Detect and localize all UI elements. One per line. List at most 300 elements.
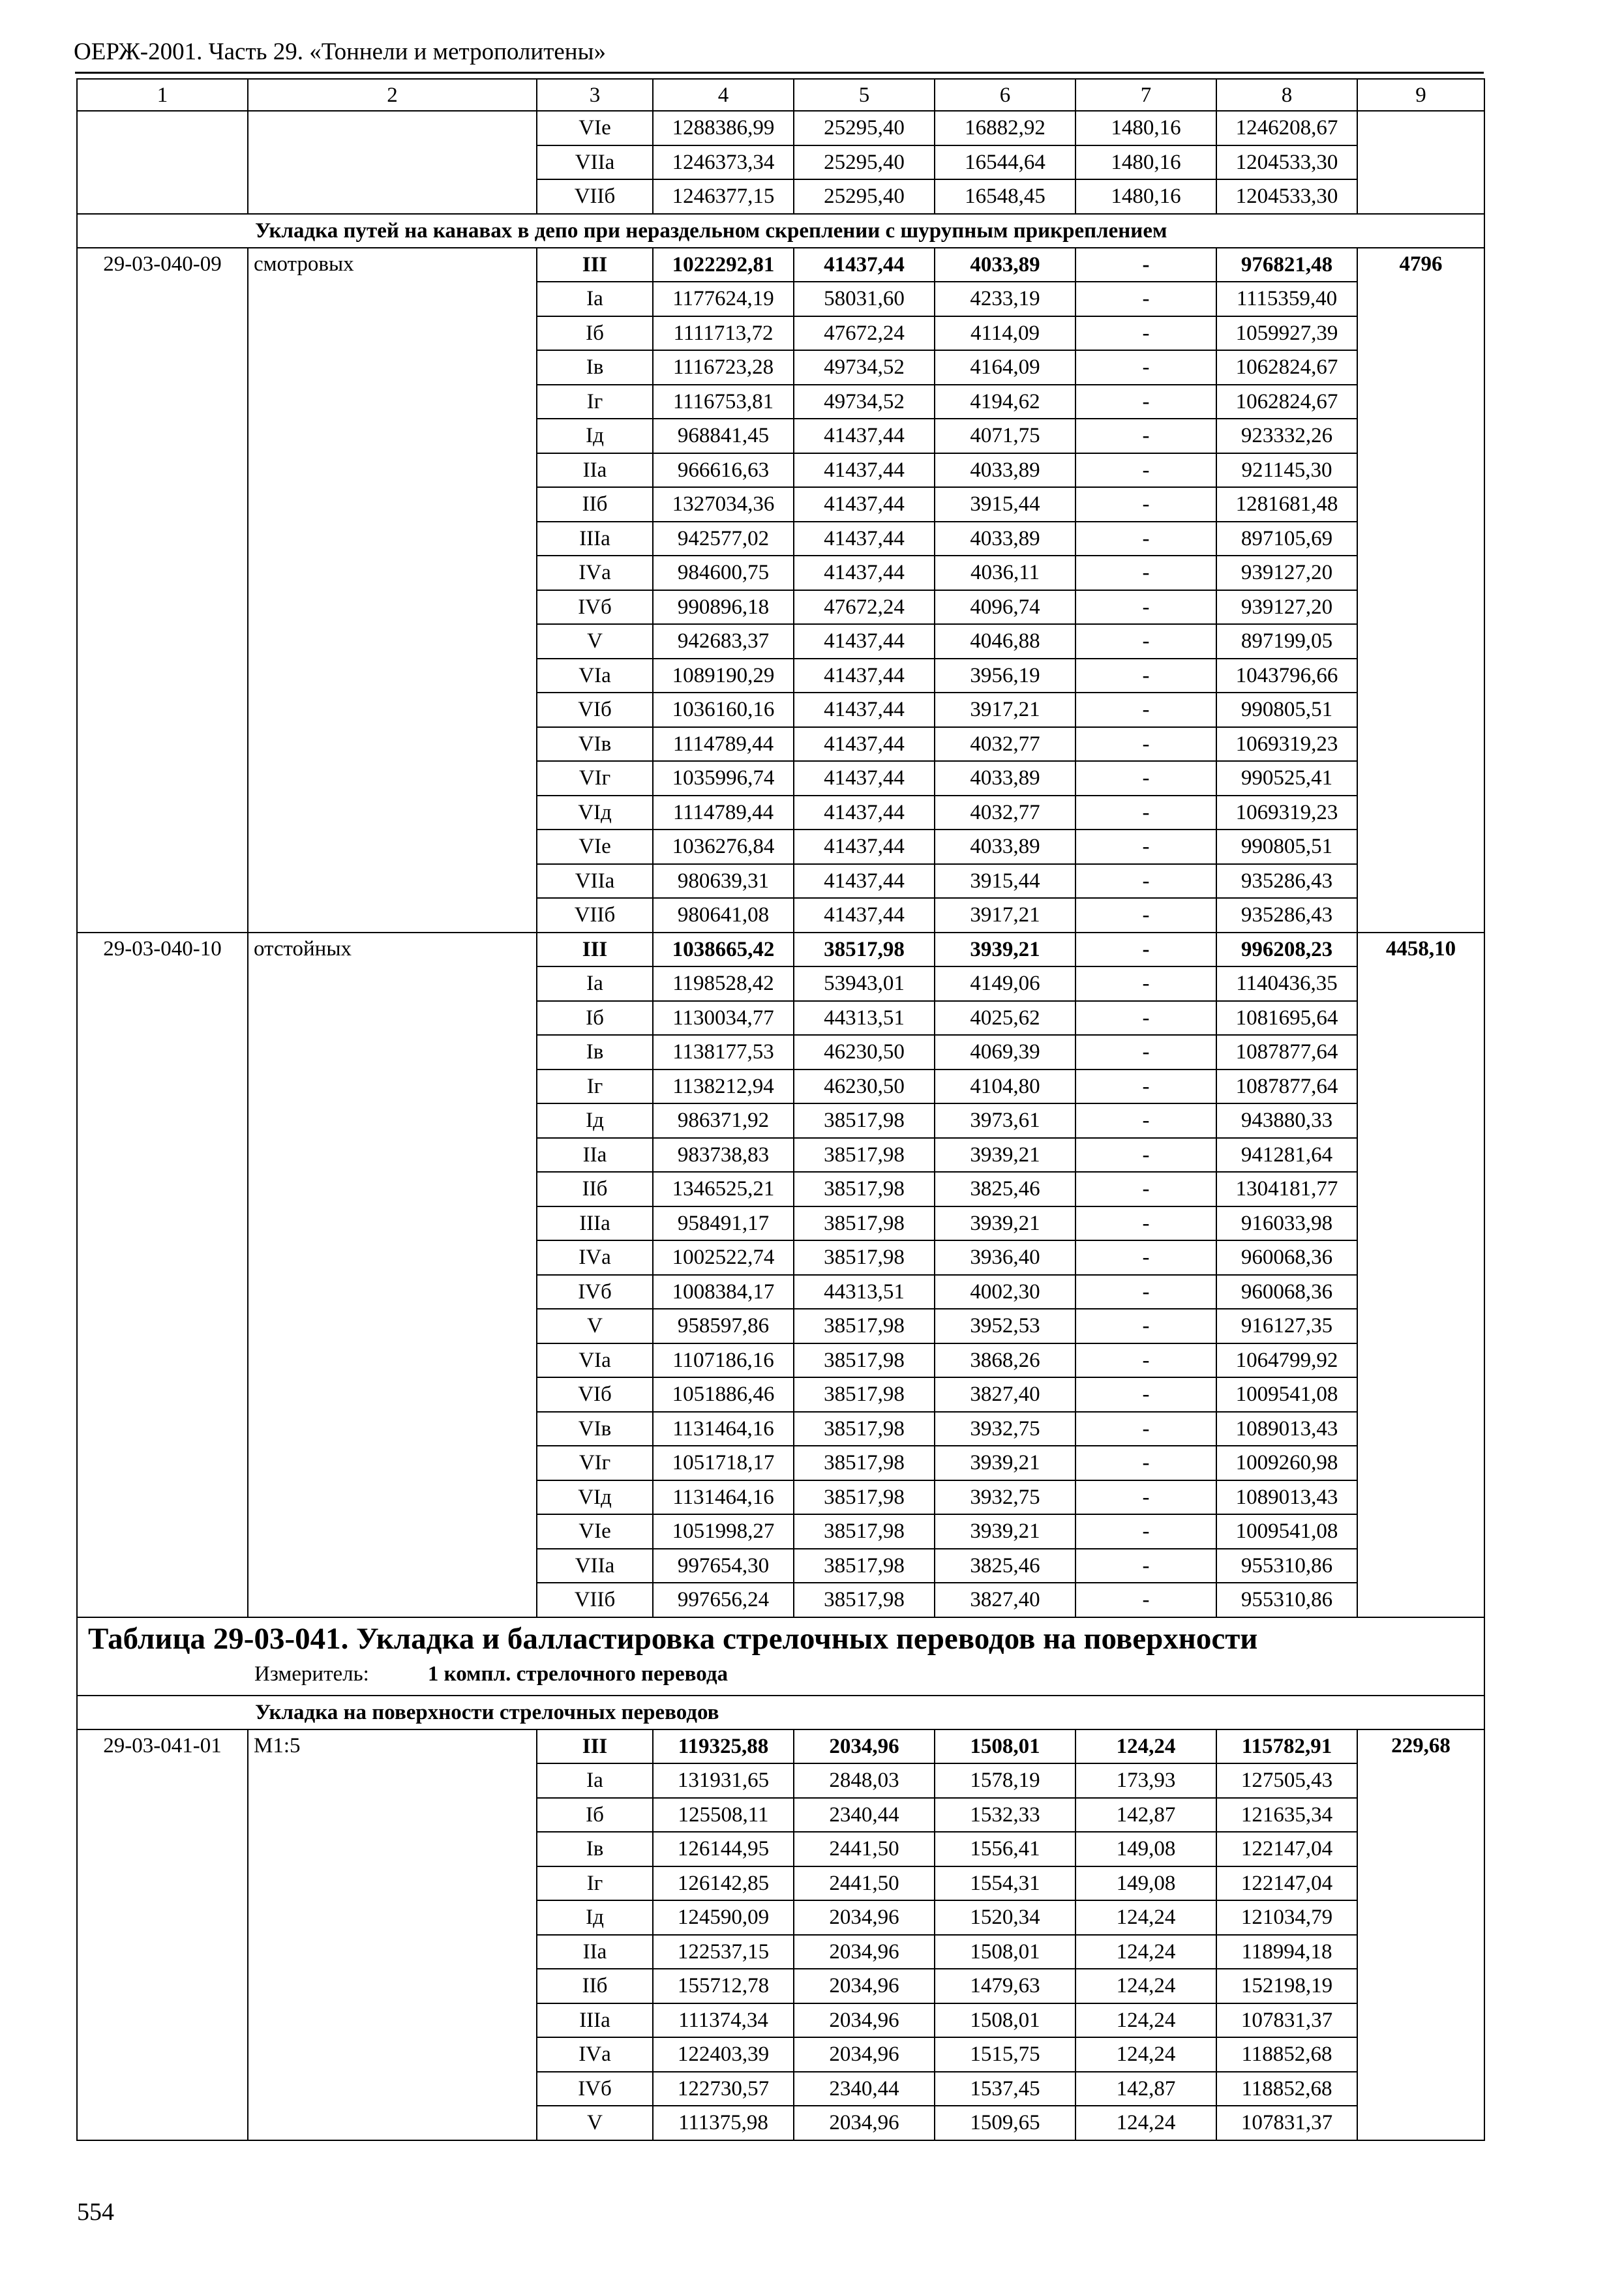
wages-cell: 38517,98 <box>794 1514 935 1549</box>
placement-cell: VIIа <box>537 864 653 899</box>
materials-cell: 121034,79 <box>1216 1900 1357 1935</box>
name-cell <box>248 727 537 762</box>
unit-cost-cell <box>1357 966 1484 1001</box>
name-cell <box>248 1309 537 1343</box>
table-row <box>77 1446 1484 1480</box>
materials-cell: 1064799,92 <box>1216 1343 1357 1378</box>
code-cell <box>77 1412 248 1446</box>
machinist-wages-cell: - <box>1075 487 1216 522</box>
wages-cell: 49734,52 <box>794 350 935 385</box>
meter-row <box>88 1660 1477 1688</box>
machinist-wages-cell: 1480,16 <box>1075 111 1216 145</box>
unit-cost-cell <box>1357 1900 1484 1935</box>
wages-cell: 2441,50 <box>794 1866 935 1901</box>
total-cost-cell: 1288386,99 <box>653 111 794 145</box>
name-cell <box>248 1172 537 1206</box>
unit-cost-cell <box>1357 1070 1484 1104</box>
table-row <box>77 1969 1484 2003</box>
materials-cell: 1009541,08 <box>1216 1514 1357 1549</box>
name-cell <box>248 796 537 830</box>
materials-cell: 1009260,98 <box>1216 1446 1357 1480</box>
machinist-wages-cell: - <box>1075 830 1216 864</box>
machines-cell: 1515,75 <box>935 2037 1075 2072</box>
total-cost-cell: 1036276,84 <box>653 830 794 864</box>
total-cost-cell: 1138212,94 <box>653 1070 794 1104</box>
wages-cell: 38517,98 <box>794 1309 935 1343</box>
machinist-wages-cell: - <box>1075 1309 1216 1343</box>
total-cost-cell: 1089190,29 <box>653 659 794 693</box>
total-cost-cell: 984600,75 <box>653 556 794 590</box>
machinist-wages-cell: - <box>1075 1206 1216 1241</box>
table-row <box>77 1763 1484 1798</box>
materials-cell: 122147,04 <box>1216 1866 1357 1901</box>
machines-cell: 3827,40 <box>935 1583 1075 1617</box>
machinist-wages-cell: - <box>1075 1583 1216 1617</box>
code-cell <box>77 179 248 214</box>
unit-cost-cell <box>1357 864 1484 899</box>
total-cost-cell: 942683,37 <box>653 624 794 659</box>
code-cell <box>77 316 248 351</box>
placement-cell: VIе <box>537 830 653 864</box>
wages-cell: 41437,44 <box>794 248 935 282</box>
wages-cell: 25295,40 <box>794 145 935 180</box>
machines-cell: 3939,21 <box>935 1514 1075 1549</box>
materials-cell: 127505,43 <box>1216 1763 1357 1798</box>
code-cell <box>77 419 248 453</box>
machines-cell: 1578,19 <box>935 1763 1075 1798</box>
wages-cell: 2848,03 <box>794 1763 935 1798</box>
name-cell <box>248 1935 537 1969</box>
column-number-6: 6 <box>935 79 1075 111</box>
code-cell <box>77 2106 248 2140</box>
machinist-wages-cell: - <box>1075 1377 1216 1412</box>
name-cell <box>248 1103 537 1138</box>
code-cell <box>77 453 248 488</box>
machinist-wages-cell: - <box>1075 693 1216 727</box>
table-row <box>77 966 1484 1001</box>
machinist-wages-cell: - <box>1075 522 1216 556</box>
name-cell <box>248 282 537 316</box>
total-cost-cell: 124590,09 <box>653 1900 794 1935</box>
code-cell <box>77 1935 248 1969</box>
wages-cell: 47672,24 <box>794 590 935 625</box>
machines-cell: 1508,01 <box>935 2003 1075 2038</box>
code-cell <box>77 1514 248 1549</box>
unit-cost-cell <box>1357 1412 1484 1446</box>
placement-cell: Iг <box>537 1070 653 1104</box>
unit-cost-cell <box>1357 727 1484 762</box>
table-row <box>77 419 1484 453</box>
unit-cost-cell <box>1357 659 1484 693</box>
unit-cost-cell <box>1357 1035 1484 1070</box>
code-cell <box>77 1070 248 1104</box>
placement-cell: IIIа <box>537 1206 653 1241</box>
name-cell <box>248 1412 537 1446</box>
total-cost-cell: 1035996,74 <box>653 761 794 796</box>
code-cell <box>77 1549 248 1583</box>
machines-cell: 3868,26 <box>935 1343 1075 1378</box>
unit-cost-cell <box>1357 556 1484 590</box>
name-cell <box>248 1206 537 1241</box>
machinist-wages-cell: - <box>1075 556 1216 590</box>
machinist-wages-cell: - <box>1075 453 1216 488</box>
code-cell <box>77 1446 248 1480</box>
table-row <box>77 1412 1484 1446</box>
machines-cell: 4149,06 <box>935 966 1075 1001</box>
name-cell <box>248 761 537 796</box>
machinist-wages-cell: 1480,16 <box>1075 145 1216 180</box>
wages-cell: 41437,44 <box>794 796 935 830</box>
wages-cell: 41437,44 <box>794 727 935 762</box>
code-cell <box>77 1035 248 1070</box>
placement-cell: Iд <box>537 419 653 453</box>
placement-cell: Iб <box>537 1798 653 1833</box>
unit-cost-cell <box>1357 1866 1484 1901</box>
machinist-wages-cell: - <box>1075 966 1216 1001</box>
unit-cost-cell: 4458,10 <box>1357 933 1484 967</box>
unit-cost-cell <box>1357 1969 1484 2003</box>
unit-cost-cell <box>1357 522 1484 556</box>
unit-cost-cell <box>1357 796 1484 830</box>
table-row <box>77 2072 1484 2106</box>
unit-cost-cell <box>1357 487 1484 522</box>
placement-cell: Iа <box>537 966 653 1001</box>
table-row <box>77 1001 1484 1036</box>
machinist-wages-cell: 142,87 <box>1075 2072 1216 2106</box>
unit-cost-cell <box>1357 179 1484 214</box>
meter-value: 1 компл. стрелочного перевода <box>427 1662 729 1686</box>
code-cell <box>77 590 248 625</box>
unit-cost-cell <box>1357 1763 1484 1798</box>
machinist-wages-cell: - <box>1075 933 1216 967</box>
column-number-8: 8 <box>1216 79 1357 111</box>
wages-cell: 2034,96 <box>794 1729 935 1764</box>
materials-cell: 107831,37 <box>1216 2003 1357 2038</box>
table-row <box>77 1832 1484 1866</box>
placement-cell: VIIб <box>537 1583 653 1617</box>
code-cell <box>77 1866 248 1901</box>
placement-cell: IIIа <box>537 2003 653 2038</box>
placement-cell: Iв <box>537 350 653 385</box>
materials-cell: 1009541,08 <box>1216 1377 1357 1412</box>
wages-cell: 2340,44 <box>794 1798 935 1833</box>
unit-cost-cell <box>1357 1583 1484 1617</box>
table-row <box>77 898 1484 933</box>
unit-cost-cell: 229,68 <box>1357 1729 1484 1764</box>
materials-cell: 1281681,48 <box>1216 487 1357 522</box>
code-cell <box>77 1138 248 1173</box>
machinist-wages-cell: - <box>1075 1343 1216 1378</box>
code-cell <box>77 1343 248 1378</box>
total-cost-cell: 983738,83 <box>653 1138 794 1173</box>
table-row <box>77 2003 1484 2038</box>
unit-cost-cell <box>1357 1309 1484 1343</box>
total-cost-cell: 111374,34 <box>653 2003 794 2038</box>
machines-cell: 3825,46 <box>935 1549 1075 1583</box>
code-cell <box>77 1275 248 1309</box>
placement-cell: IIа <box>537 1138 653 1173</box>
machinist-wages-cell: 149,08 <box>1075 1832 1216 1866</box>
total-cost-cell: 131931,65 <box>653 1763 794 1798</box>
total-cost-cell: 126142,85 <box>653 1866 794 1901</box>
name-cell <box>248 2037 537 2072</box>
unit-cost-cell <box>1357 2037 1484 2072</box>
total-cost-cell: 1038665,42 <box>653 933 794 967</box>
machinist-wages-cell: 124,24 <box>1075 1969 1216 2003</box>
unit-cost-cell <box>1357 1377 1484 1412</box>
machines-cell: 3939,21 <box>935 1138 1075 1173</box>
machines-cell: 16544,64 <box>935 145 1075 180</box>
placement-cell: VIд <box>537 796 653 830</box>
placement-cell: IIб <box>537 1172 653 1206</box>
machines-cell: 4071,75 <box>935 419 1075 453</box>
table-row <box>77 1309 1484 1343</box>
table-row <box>77 1935 1484 1969</box>
machines-cell: 3917,21 <box>935 693 1075 727</box>
code-cell <box>77 522 248 556</box>
code-cell <box>77 1583 248 1617</box>
materials-cell: 1081695,64 <box>1216 1001 1357 1036</box>
name-cell <box>248 1583 537 1617</box>
table-row <box>77 1138 1484 1173</box>
materials-cell: 1246208,67 <box>1216 111 1357 145</box>
placement-cell: Iб <box>537 316 653 351</box>
name-cell <box>248 111 537 145</box>
wages-cell: 41437,44 <box>794 864 935 899</box>
total-cost-cell: 122730,57 <box>653 2072 794 2106</box>
wages-cell: 41437,44 <box>794 487 935 522</box>
table-row <box>77 487 1484 522</box>
machines-cell: 3915,44 <box>935 487 1075 522</box>
machinist-wages-cell: - <box>1075 1103 1216 1138</box>
name-cell <box>248 693 537 727</box>
placement-cell: VIIб <box>537 898 653 933</box>
code-cell: 29-03-040-10 <box>77 933 248 967</box>
name-cell <box>248 590 537 625</box>
name-cell <box>248 1343 537 1378</box>
placement-cell: Iг <box>537 385 653 419</box>
unit-cost-cell <box>1357 1138 1484 1173</box>
name-cell: М1:5 <box>248 1729 537 1764</box>
code-cell <box>77 2003 248 2038</box>
rates-table-body <box>77 79 1484 2140</box>
wages-cell: 38517,98 <box>794 1138 935 1173</box>
machinist-wages-cell: - <box>1075 1412 1216 1446</box>
total-cost-cell: 1246377,15 <box>653 179 794 214</box>
wages-cell: 38517,98 <box>794 1377 935 1412</box>
materials-cell: 935286,43 <box>1216 864 1357 899</box>
table-row <box>77 1480 1484 1515</box>
wages-cell: 2441,50 <box>794 1832 935 1866</box>
machinist-wages-cell: - <box>1075 282 1216 316</box>
total-cost-cell: 1114789,44 <box>653 796 794 830</box>
code-cell <box>77 1969 248 2003</box>
machines-cell: 4033,89 <box>935 522 1075 556</box>
name-cell <box>248 966 537 1001</box>
materials-cell: 1069319,23 <box>1216 727 1357 762</box>
materials-cell: 1140436,35 <box>1216 966 1357 1001</box>
total-cost-cell: 990896,18 <box>653 590 794 625</box>
column-number-9: 9 <box>1357 79 1484 111</box>
placement-cell: VIIа <box>537 1549 653 1583</box>
wages-cell: 25295,40 <box>794 111 935 145</box>
machines-cell: 3952,53 <box>935 1309 1075 1343</box>
machines-cell: 4033,89 <box>935 761 1075 796</box>
total-cost-cell: 1198528,42 <box>653 966 794 1001</box>
machines-cell: 1509,65 <box>935 2106 1075 2140</box>
table-row <box>77 1172 1484 1206</box>
table-row <box>77 1900 1484 1935</box>
total-cost-cell: 1346525,21 <box>653 1172 794 1206</box>
table-row <box>77 1866 1484 1901</box>
materials-cell: 990805,51 <box>1216 693 1357 727</box>
unit-cost-cell <box>1357 1832 1484 1866</box>
wages-cell: 41437,44 <box>794 522 935 556</box>
table-row <box>77 282 1484 316</box>
total-cost-cell: 1111713,72 <box>653 316 794 351</box>
placement-cell: VIе <box>537 1514 653 1549</box>
column-number-3: 3 <box>537 79 653 111</box>
machines-cell: 3932,75 <box>935 1480 1075 1515</box>
name-cell <box>248 1969 537 2003</box>
section-heading: Укладка путей на канавах в депо при нераздельном скреплении с шурупным прикреплением <box>77 214 1484 248</box>
placement-cell: IVб <box>537 590 653 625</box>
machinist-wages-cell: - <box>1075 1172 1216 1206</box>
machinist-wages-cell: 142,87 <box>1075 1798 1216 1833</box>
code-cell <box>77 659 248 693</box>
meter-label: Измеритель: <box>254 1662 369 1686</box>
table-row <box>77 316 1484 351</box>
wages-cell: 41437,44 <box>794 898 935 933</box>
materials-cell: 960068,36 <box>1216 1275 1357 1309</box>
table-row <box>77 1103 1484 1138</box>
name-cell <box>248 522 537 556</box>
placement-cell: IVа <box>537 2037 653 2072</box>
table-title-text: Таблица 29-03-041. Укладка и балластировка стрелочных переводов на поверхности <box>88 1621 1258 1656</box>
unit-cost-cell <box>1357 693 1484 727</box>
machines-cell: 1508,01 <box>935 1935 1075 1969</box>
machines-cell: 3939,21 <box>935 1206 1075 1241</box>
section-heading-row <box>77 214 1484 248</box>
materials-cell: 1304181,77 <box>1216 1172 1357 1206</box>
placement-cell: VIд <box>537 1480 653 1515</box>
machinist-wages-cell: - <box>1075 727 1216 762</box>
total-cost-cell: 958491,17 <box>653 1206 794 1241</box>
materials-cell: 1069319,23 <box>1216 796 1357 830</box>
placement-cell: IVа <box>537 1240 653 1275</box>
machines-cell: 3956,19 <box>935 659 1075 693</box>
machines-cell: 4096,74 <box>935 590 1075 625</box>
code-cell <box>77 966 248 1001</box>
machinist-wages-cell: - <box>1075 419 1216 453</box>
machinist-wages-cell: - <box>1075 1514 1216 1549</box>
total-cost-cell: 1022292,81 <box>653 248 794 282</box>
name-cell <box>248 556 537 590</box>
table-title-row <box>77 1617 1484 1696</box>
machines-cell: 1520,34 <box>935 1900 1075 1935</box>
table-row <box>77 933 1484 967</box>
table-row <box>77 1240 1484 1275</box>
code-cell <box>77 796 248 830</box>
placement-cell: VIг <box>537 761 653 796</box>
machines-cell: 4033,89 <box>935 248 1075 282</box>
wages-cell: 41437,44 <box>794 556 935 590</box>
placement-cell: VIа <box>537 659 653 693</box>
total-cost-cell: 980639,31 <box>653 864 794 899</box>
machinist-wages-cell: 124,24 <box>1075 1900 1216 1935</box>
materials-cell: 1043796,66 <box>1216 659 1357 693</box>
total-cost-cell: 1114789,44 <box>653 727 794 762</box>
placement-cell: IIа <box>537 1935 653 1969</box>
materials-cell: 976821,48 <box>1216 248 1357 282</box>
unit-cost-cell <box>1357 1343 1484 1378</box>
code-cell <box>77 282 248 316</box>
machinist-wages-cell: - <box>1075 898 1216 933</box>
name-cell <box>248 1549 537 1583</box>
machines-cell: 4164,09 <box>935 350 1075 385</box>
name-cell <box>248 145 537 180</box>
wages-cell: 2034,96 <box>794 2106 935 2140</box>
total-cost-cell: 122403,39 <box>653 2037 794 2072</box>
placement-cell: Iд <box>537 1900 653 1935</box>
table-row <box>77 761 1484 796</box>
placement-cell: Iв <box>537 1035 653 1070</box>
materials-cell: 897105,69 <box>1216 522 1357 556</box>
total-cost-cell: 126144,95 <box>653 1832 794 1866</box>
materials-cell: 897199,05 <box>1216 624 1357 659</box>
materials-cell: 941281,64 <box>1216 1138 1357 1173</box>
machines-cell: 1556,41 <box>935 1832 1075 1866</box>
unit-cost-cell <box>1357 453 1484 488</box>
materials-cell: 1089013,43 <box>1216 1480 1357 1515</box>
placement-cell: IIа <box>537 453 653 488</box>
total-cost-cell: 997656,24 <box>653 1583 794 1617</box>
machines-cell: 4033,89 <box>935 453 1075 488</box>
wages-cell: 2034,96 <box>794 1935 935 1969</box>
code-cell <box>77 1172 248 1206</box>
wages-cell: 38517,98 <box>794 1583 935 1617</box>
machinist-wages-cell: 149,08 <box>1075 1866 1216 1901</box>
placement-cell: IIб <box>537 487 653 522</box>
total-cost-cell: 1131464,16 <box>653 1480 794 1515</box>
table-row <box>77 1070 1484 1104</box>
machines-cell: 3939,21 <box>935 1446 1075 1480</box>
page-number: 554 <box>77 2198 114 2226</box>
code-cell <box>77 830 248 864</box>
unit-cost-cell <box>1357 1514 1484 1549</box>
machinist-wages-cell: - <box>1075 1035 1216 1070</box>
materials-cell: 118852,68 <box>1216 2072 1357 2106</box>
wages-cell: 41437,44 <box>794 624 935 659</box>
column-number-4: 4 <box>653 79 794 111</box>
wages-cell: 58031,60 <box>794 282 935 316</box>
materials-cell: 955310,86 <box>1216 1549 1357 1583</box>
machinist-wages-cell: 124,24 <box>1075 2003 1216 2038</box>
machines-cell: 4036,11 <box>935 556 1075 590</box>
code-cell <box>77 1832 248 1866</box>
wages-cell: 38517,98 <box>794 1206 935 1241</box>
table-row <box>77 179 1484 214</box>
placement-cell: Iа <box>537 1763 653 1798</box>
machinist-wages-cell: - <box>1075 659 1216 693</box>
table-row <box>77 1514 1484 1549</box>
machinist-wages-cell: - <box>1075 1549 1216 1583</box>
unit-cost-cell <box>1357 761 1484 796</box>
placement-cell: IVб <box>537 1275 653 1309</box>
machinist-wages-cell: 124,24 <box>1075 1729 1216 1764</box>
materials-cell: 152198,19 <box>1216 1969 1357 2003</box>
wages-cell: 47672,24 <box>794 316 935 351</box>
